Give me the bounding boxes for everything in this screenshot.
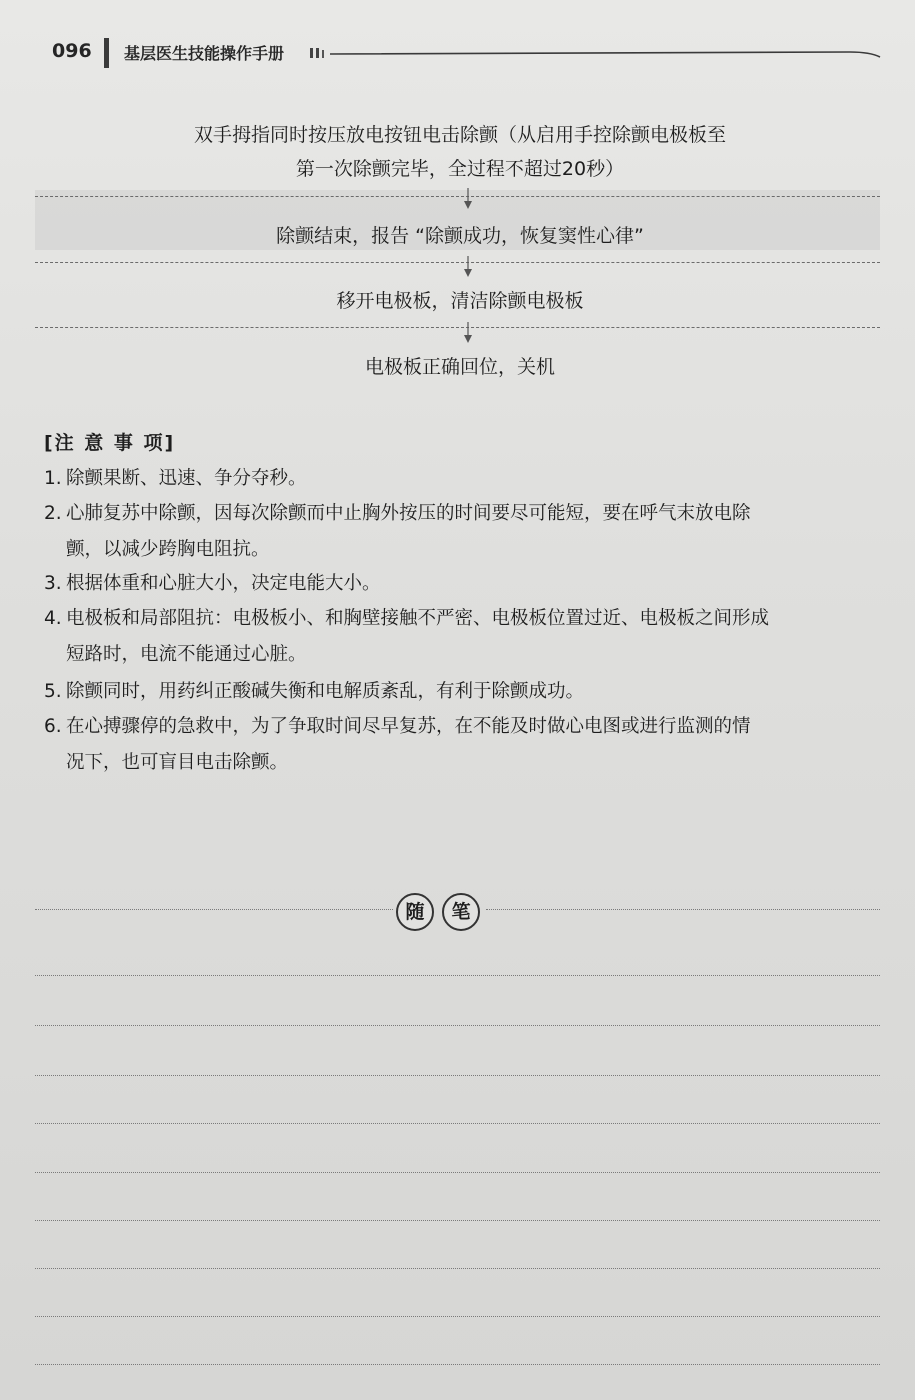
- page-number: 096: [52, 40, 92, 62]
- header-separator: [104, 38, 109, 68]
- writing-line: [35, 1220, 880, 1221]
- memo-header-line-right: [486, 909, 880, 910]
- note-text-continued: 短路时，电流不能通过心脏。: [66, 644, 307, 665]
- flow-divider: [35, 196, 880, 197]
- note-number: 4.: [44, 608, 62, 629]
- writing-line: [35, 1025, 880, 1026]
- down-arrow-icon: [462, 256, 474, 278]
- flow-divider: [35, 327, 880, 328]
- down-arrow-icon: [462, 188, 474, 210]
- page-header: [52, 38, 882, 72]
- writing-line: [35, 1123, 880, 1124]
- flow-step-4: 电极板正确回位，关机: [364, 356, 555, 378]
- note-item: [44, 601, 884, 673]
- note-item: [44, 709, 884, 781]
- notes-heading: [注 意 事 项]: [44, 432, 176, 454]
- writing-line: [35, 975, 880, 976]
- note-item: [44, 566, 884, 602]
- note-item: [44, 496, 884, 568]
- note-text: 电极板和局部阻抗：电极板小、和胸壁接触不严密、电极板位置过近、电极板之间形成: [66, 608, 770, 629]
- note-text-continued: 颤，以减少跨胸电阻抗。: [66, 539, 270, 560]
- note-text: 根据体重和心脏大小，决定电能大小。: [66, 573, 381, 594]
- writing-line: [35, 1316, 880, 1317]
- note-text: 除颤果断、迅速、争分夺秒。: [66, 468, 307, 489]
- flow-step-2: 除颤结束，报告 “除颤成功，恢复窦性心律”: [276, 225, 644, 247]
- note-text: 在心搏骤停的急救中，为了争取时间尽早复苏，在不能及时做心电图或进行监测的情: [66, 716, 751, 737]
- note-item: [44, 461, 884, 497]
- header-rule: [310, 48, 882, 58]
- writing-line: [35, 1075, 880, 1076]
- note-text-continued: 况下，也可盲目电击除颤。: [66, 752, 289, 773]
- note-number: 6.: [44, 716, 62, 737]
- down-arrow-icon: [462, 322, 474, 344]
- memo-char-badge: 笔: [442, 893, 480, 931]
- writing-line: [35, 1364, 880, 1365]
- writing-line: [35, 1172, 880, 1173]
- flow-divider: [35, 262, 880, 263]
- note-number: 5.: [44, 681, 62, 702]
- writing-line: [35, 1268, 880, 1269]
- note-number: 2.: [44, 503, 62, 524]
- flow-step-1: [40, 118, 880, 186]
- memo-header-line-left: [35, 909, 393, 910]
- note-text: 除颤同时，用药纠正酸碱失衡和电解质紊乱，有利于除颤成功。: [66, 681, 585, 702]
- book-title: 基层医生技能操作手册: [124, 44, 285, 63]
- note-number: 1.: [44, 468, 62, 489]
- memo-char-badge: 随: [396, 893, 434, 931]
- note-number: 3.: [44, 573, 62, 594]
- flow-step-1-line-2: 第一次除颤完毕，全过程不超过20秒）: [295, 158, 625, 180]
- memo-header: [0, 893, 915, 933]
- note-text: 心肺复苏中除颤，因每次除颤而中止胸外按压的时间要尽可能短，要在呼气末放电除: [66, 503, 751, 524]
- flow-step-1-line-1: 双手拇指同时按压放电按钮电击除颤（从启用手控除颤电极板至: [193, 124, 726, 146]
- flow-step-3: 移开电极板，清洁除颤电极板: [336, 290, 584, 312]
- note-item: [44, 674, 884, 710]
